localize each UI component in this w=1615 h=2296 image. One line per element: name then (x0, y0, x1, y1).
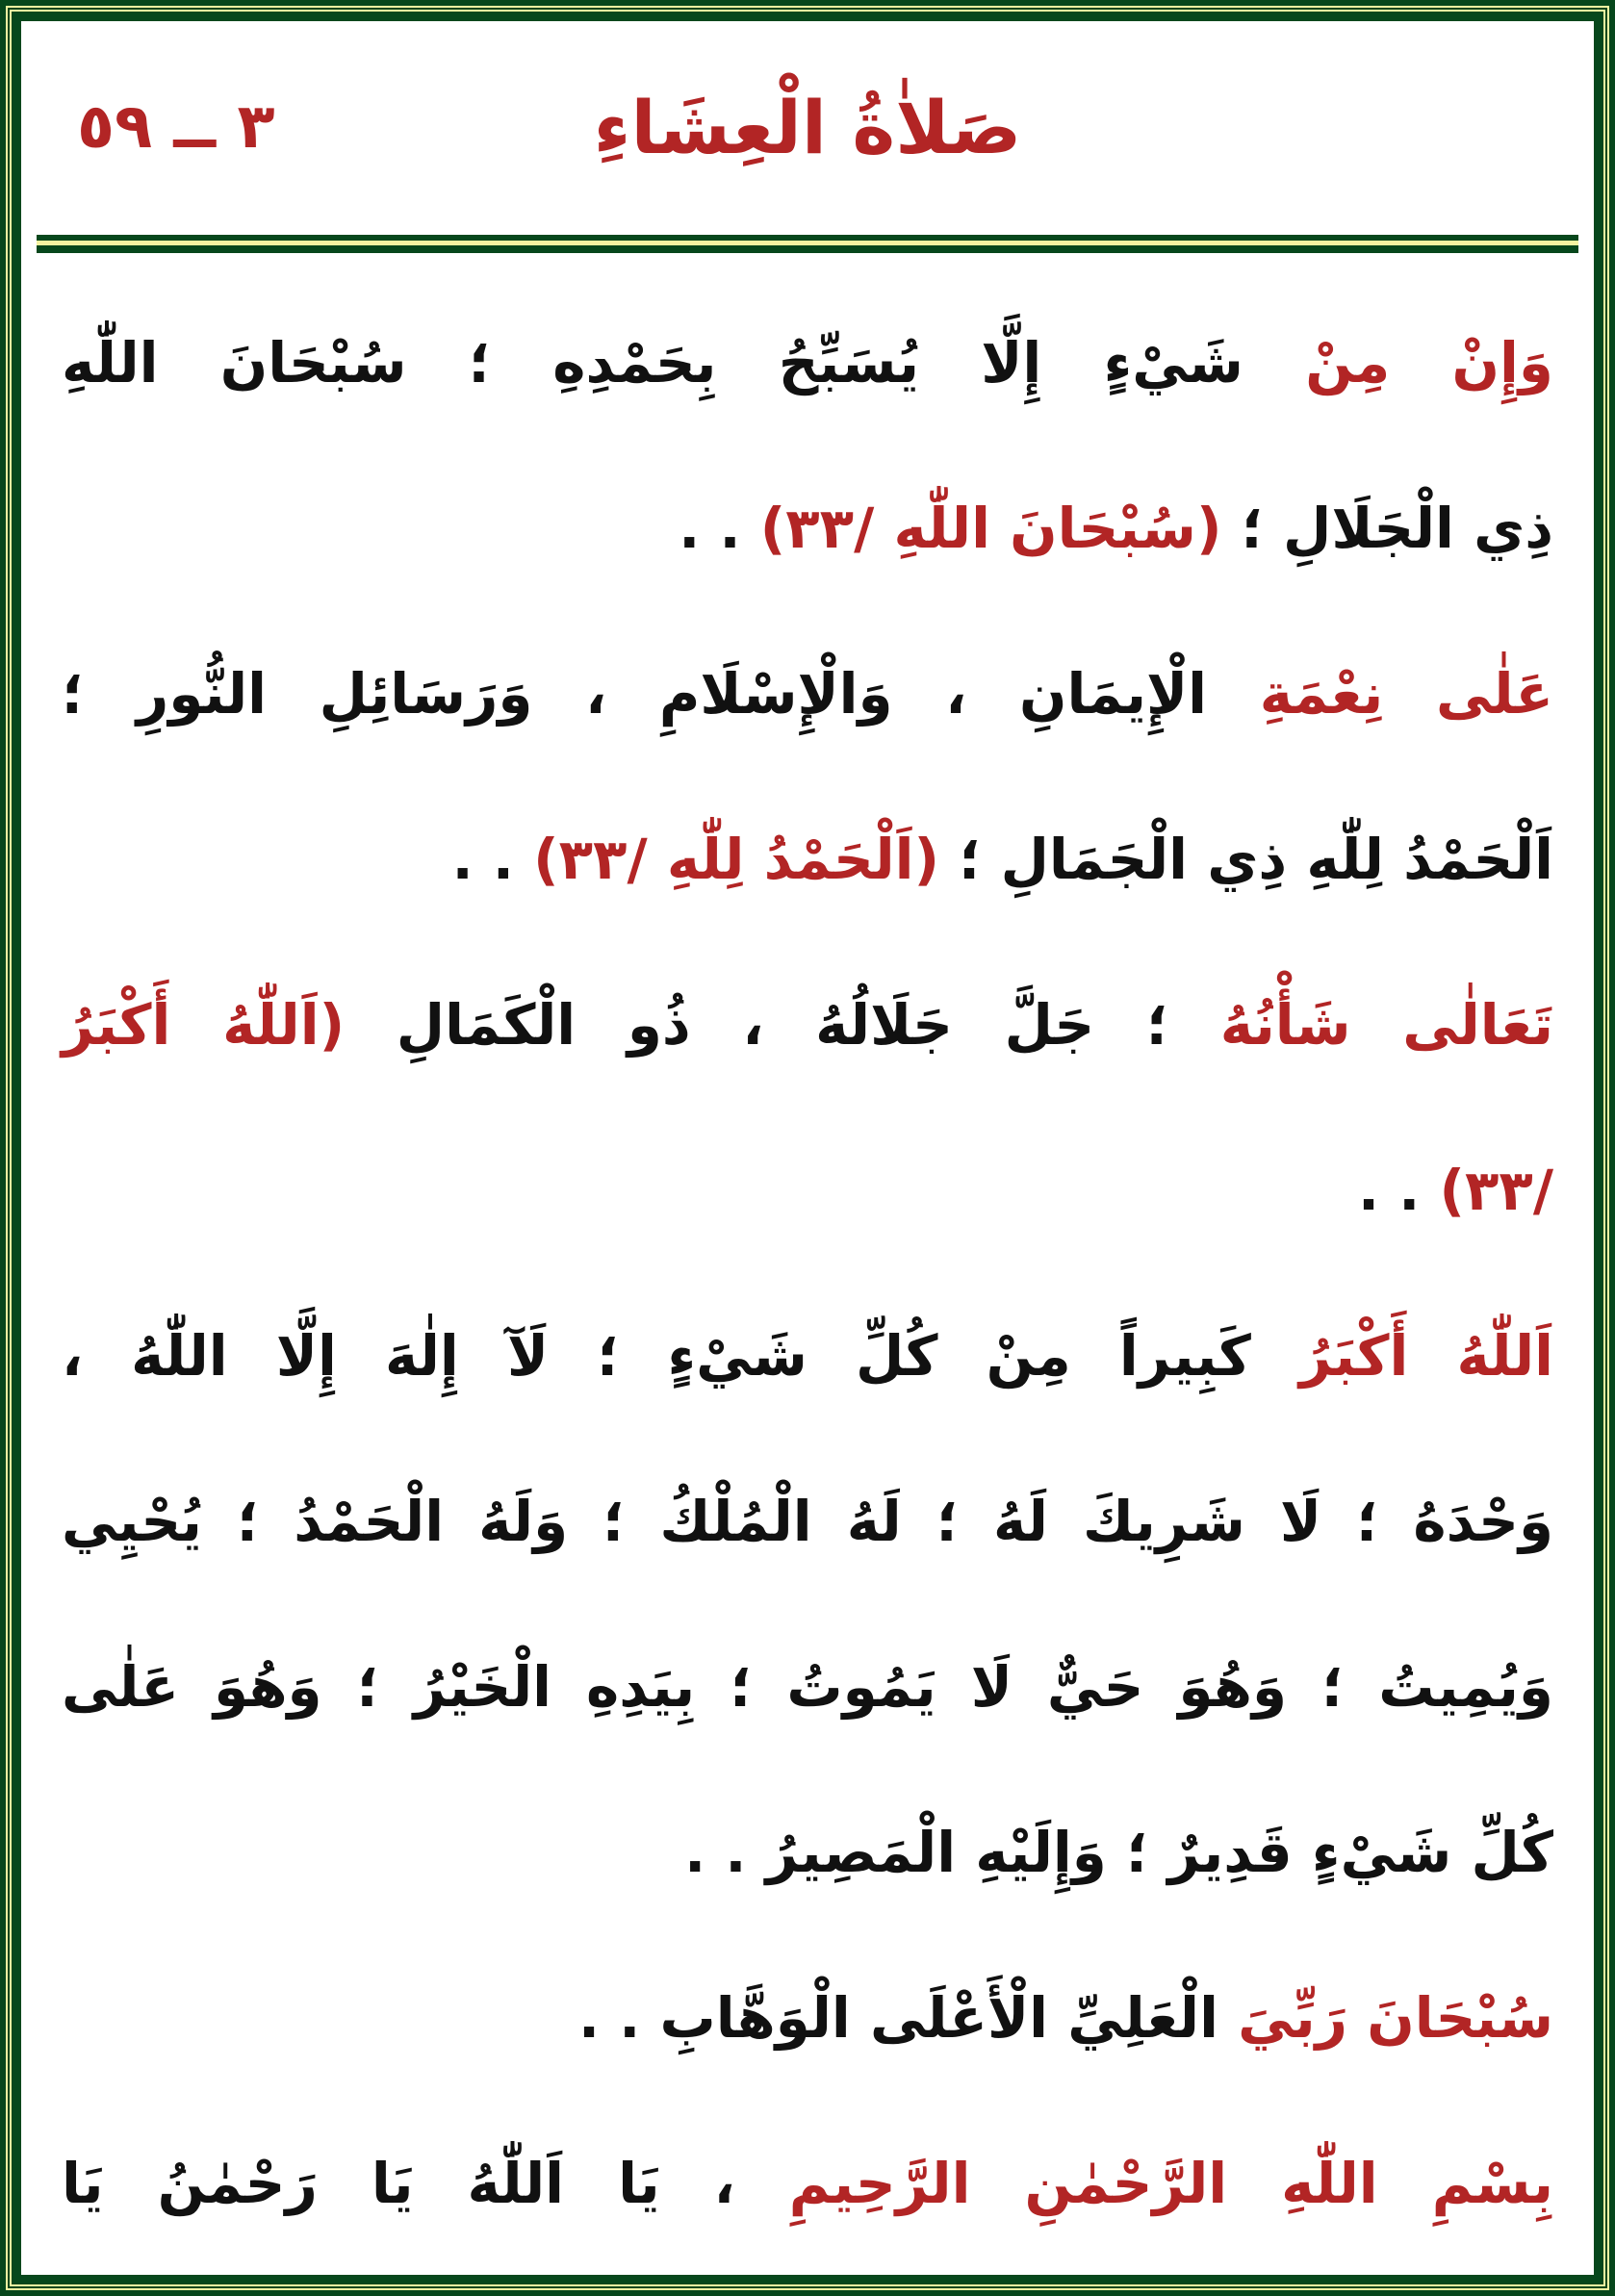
text-segment: ‏/٣٣) (1439, 1158, 1553, 1223)
text-segment: سُبْحَانَ رَبِّيَ (1218, 1985, 1553, 2051)
text-segment: اَللّٰهُ أَكْبَرُ (1250, 1323, 1553, 1389)
text-line (62, 942, 1553, 1108)
text-segment: (اَلْحَمْدُ لِلّٰهِ /٣٣) (533, 827, 939, 892)
text-line (62, 1935, 1553, 2101)
page-content (21, 21, 1594, 2275)
text-segment: . . (451, 827, 534, 892)
text-segment: اَلْحَمْدُ لِلّٰهِ ذِي الْجَمَالِ ؛ (939, 827, 1553, 892)
text-segment: (سُبْحَانَ اللّٰهِ /٣٣) (759, 496, 1222, 561)
text-segment: وَإِنْ مِنْ (1243, 330, 1553, 395)
text-segment: وَحْدَهُ ؛ لَا شَرِيكَ لَهُ ؛ لَهُ الْمُلْكُ ؛ وَلَهُ الْحَمْدُ ؛ يُحْيِي (62, 1489, 1553, 1554)
text-segment: ، يَا اَللّٰهُ يَا رَحْمٰنُ يَا (62, 2151, 735, 2216)
prayer-text (21, 253, 1594, 2266)
text-segment: . . (679, 496, 760, 561)
text-segment: (اَللّٰهُ أَكْبَرُ (62, 992, 346, 1058)
text-segment: الْإِيمَانِ ، وَالْإِسْلَامِ ، وَرَسَائِلِ النُّورِ ؛ (62, 661, 1208, 727)
text-line (62, 1439, 1553, 1604)
text-segment: بِسْمِ اللّٰهِ الرَّحْمٰنِ الرَّحِيمِ (734, 2151, 1554, 2216)
text-line (62, 777, 1553, 942)
page-frame-band-2 (8, 8, 1607, 2288)
text-line (62, 1108, 1553, 1273)
text-line (62, 611, 1553, 777)
text-line (62, 1604, 1553, 1770)
text-line (62, 1770, 1553, 1935)
text-segment: ؛ جَلَّ جَلَالُهُ ، ذُو الْكَمَالِ (345, 992, 1169, 1058)
text-line (62, 2101, 1553, 2266)
text-segment: الْعَلِيِّ الْأَعْلَى الْوَهَّابِ . . (578, 1985, 1218, 2051)
text-segment: ذِي الْجَلَالِ ؛ (1221, 496, 1553, 561)
text-segment: عَلٰى نِعْمَةِ (1207, 661, 1554, 727)
text-segment: . . (1358, 1158, 1440, 1223)
text-segment: كَبِيراً مِنْ كُلِّ شَيْءٍ ؛ لَآ إِلٰهَ إِلَّا اللّٰهُ ، (62, 1323, 1251, 1389)
text-segment: شَيْءٍ إِلَّا يُسَبِّحُ بِحَمْدِهِ ؛ سُبْحَانَ اللّٰهِ (62, 330, 1243, 395)
page-header (21, 21, 1594, 235)
text-line (62, 1273, 1553, 1439)
page-title: صَلاٰةُ الْعِشَاءِ (593, 85, 1022, 170)
text-line (62, 446, 1553, 611)
page-frame-band-3 (10, 10, 1605, 2286)
page-frame-inner (12, 12, 1603, 2284)
page-numbers: ٣ ــ ٥٩ (77, 91, 275, 163)
page-frame-band-1 (6, 6, 1609, 2290)
text-segment: وَيُمِيتُ ؛ وَهُوَ حَيٌّ لَا يَمُوتُ ؛ بِيَدِهِ الْخَيْرُ ؛ وَهُوَ عَلٰى (62, 1654, 1553, 1720)
header-divider (37, 235, 1578, 253)
text-segment: كُلِّ شَيْءٍ قَدِيرٌ ؛ وَإِلَيْهِ الْمَصِيرُ . . (684, 1820, 1553, 1885)
text-segment: تَعَالٰى شَأْنُهُ (1168, 992, 1554, 1058)
text-line (62, 280, 1553, 446)
